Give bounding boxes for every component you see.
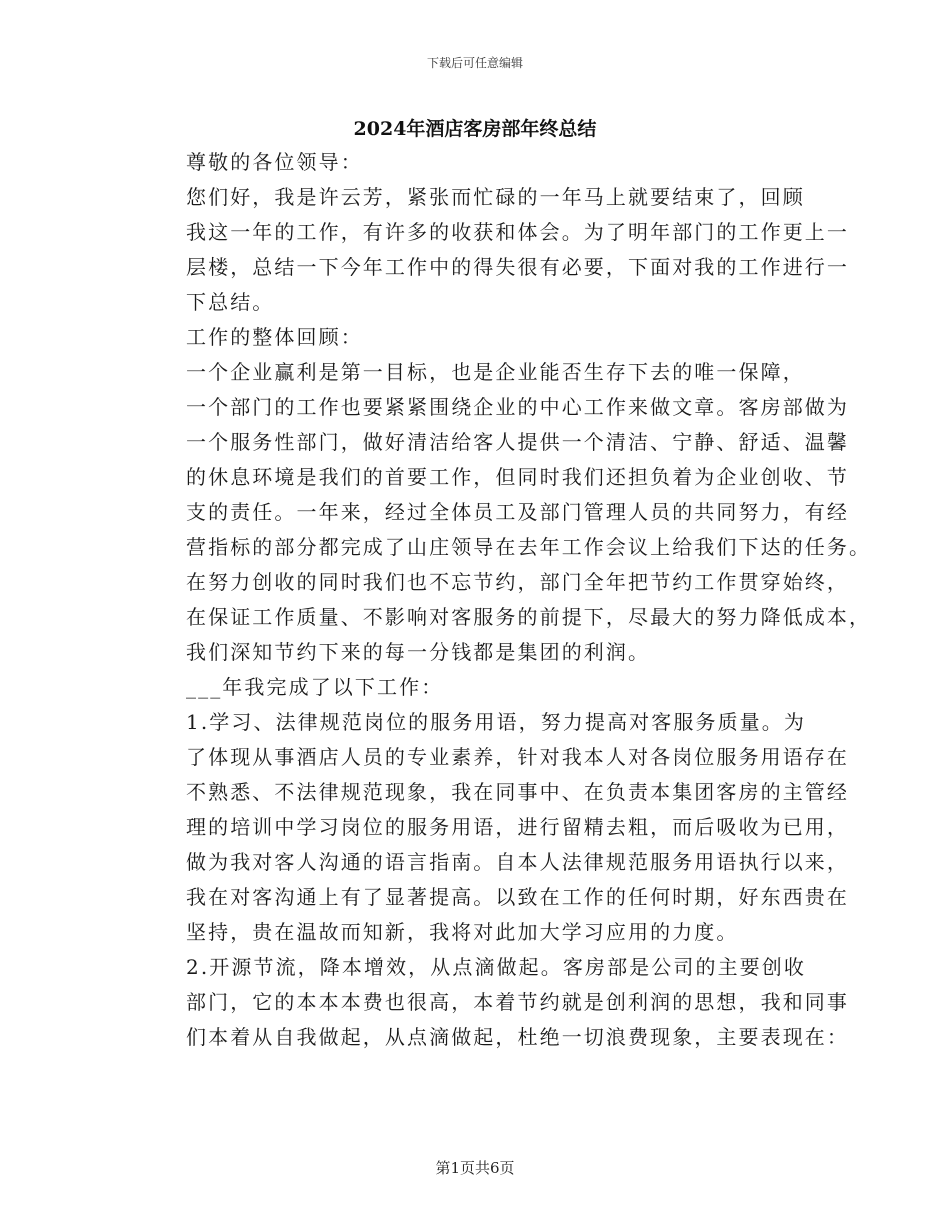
section-heading-review [141,320,811,355]
text-line: 在努力创收的同时我们也不忘节约，部门全年把节约工作贯穿始终， [186,570,849,594]
page-footer: 第1页共6页 [435,1159,515,1177]
text-line: 支的责任。一年来，经过全体员工及部门管理人员的共同努力，有经 [186,500,849,524]
text-line: ___年我完成了以下工作： [186,675,444,699]
text-line: 尊敬的各位领导： [186,150,363,174]
document-body [141,145,872,1055]
paragraph-item-2 [141,950,849,1055]
text-line: 在保证工作质量、不影响对客服务的前提下，尽最大的努力降低成本， [186,605,872,629]
header-note: 下载后可任意编辑 [426,56,523,70]
text-line: 我在对客沟通上有了显著提高。以致在工作的任何时期，好东西贵在 [186,885,849,909]
text-line: 的休息环境是我们的首要工作，但同时我们还担负着为企业创收、节 [186,465,849,489]
text-line: 做为我对客人沟通的语言指南。自本人法律规范服务用语执行以来， [186,850,849,874]
text-line: 我们深知节约下来的每一分钱都是集团的利润。 [186,640,651,664]
text-line: 工作的整体回顾： [186,325,363,349]
text-line: 一个企业赢利是第一目标，也是企业能否生存下去的唯一保障， [186,360,805,384]
text-line: 不熟悉、不法律规范现象，我在同事中、在负责本集团客房的主管经 [186,780,849,804]
text-line: 一个部门的工作也要紧紧围绕企业的中心工作来做文章。客房部做为 [186,395,849,419]
text-line: 了体现从事酒店人员的专业素养，针对我本人对各岗位服务用语存在 [186,745,849,769]
text-line: 部门，它的本本本费也很高，本着节约就是创利润的思想，我和同事 [186,990,849,1014]
text-line: 坚持，贵在温故而知新，我将对此加大学习应用的力度。 [186,920,739,944]
paragraph-greeting [141,180,849,320]
paragraph-item-1 [141,705,849,950]
text-line: 理的培训中学习岗位的服务用语，进行留精去粗，而后吸收为已用， [186,815,849,839]
section-heading-completed-work [141,670,811,705]
text-line: 们本着从自我做起，从点滴做起，杜绝一切浪费现象，主要表现在： [186,1025,849,1049]
paragraph-review [141,355,872,670]
text-line: 层楼，总结一下今年工作中的得失很有必要，下面对我的工作进行一 [186,255,849,279]
text-line: 一个服务性部门，做好清洁给客人提供一个清洁、宁静、舒适、温馨 [186,430,849,454]
text-line: 我这一年的工作，有许多的收获和体会。为了明年部门的工作更上一 [186,220,849,244]
salutation [141,145,811,180]
text-line: 营指标的部分都完成了山庄领导在去年工作会议上给我们下达的任务。 [186,535,872,559]
text-line: 您们好，我是许云芳，紧张而忙碌的一年马上就要结束了，回顾 [186,185,805,209]
text-line: 下总结。 [186,290,275,314]
document-title: 2024年酒店客房部年终总结 [353,118,597,140]
text-line: 1.学习、法律规范岗位的服务用语，努力提高对客服务质量。为 [186,710,806,734]
text-line: 2.开源节流，降本增效，从点滴做起。客房部是公司的主要创收 [186,955,806,979]
